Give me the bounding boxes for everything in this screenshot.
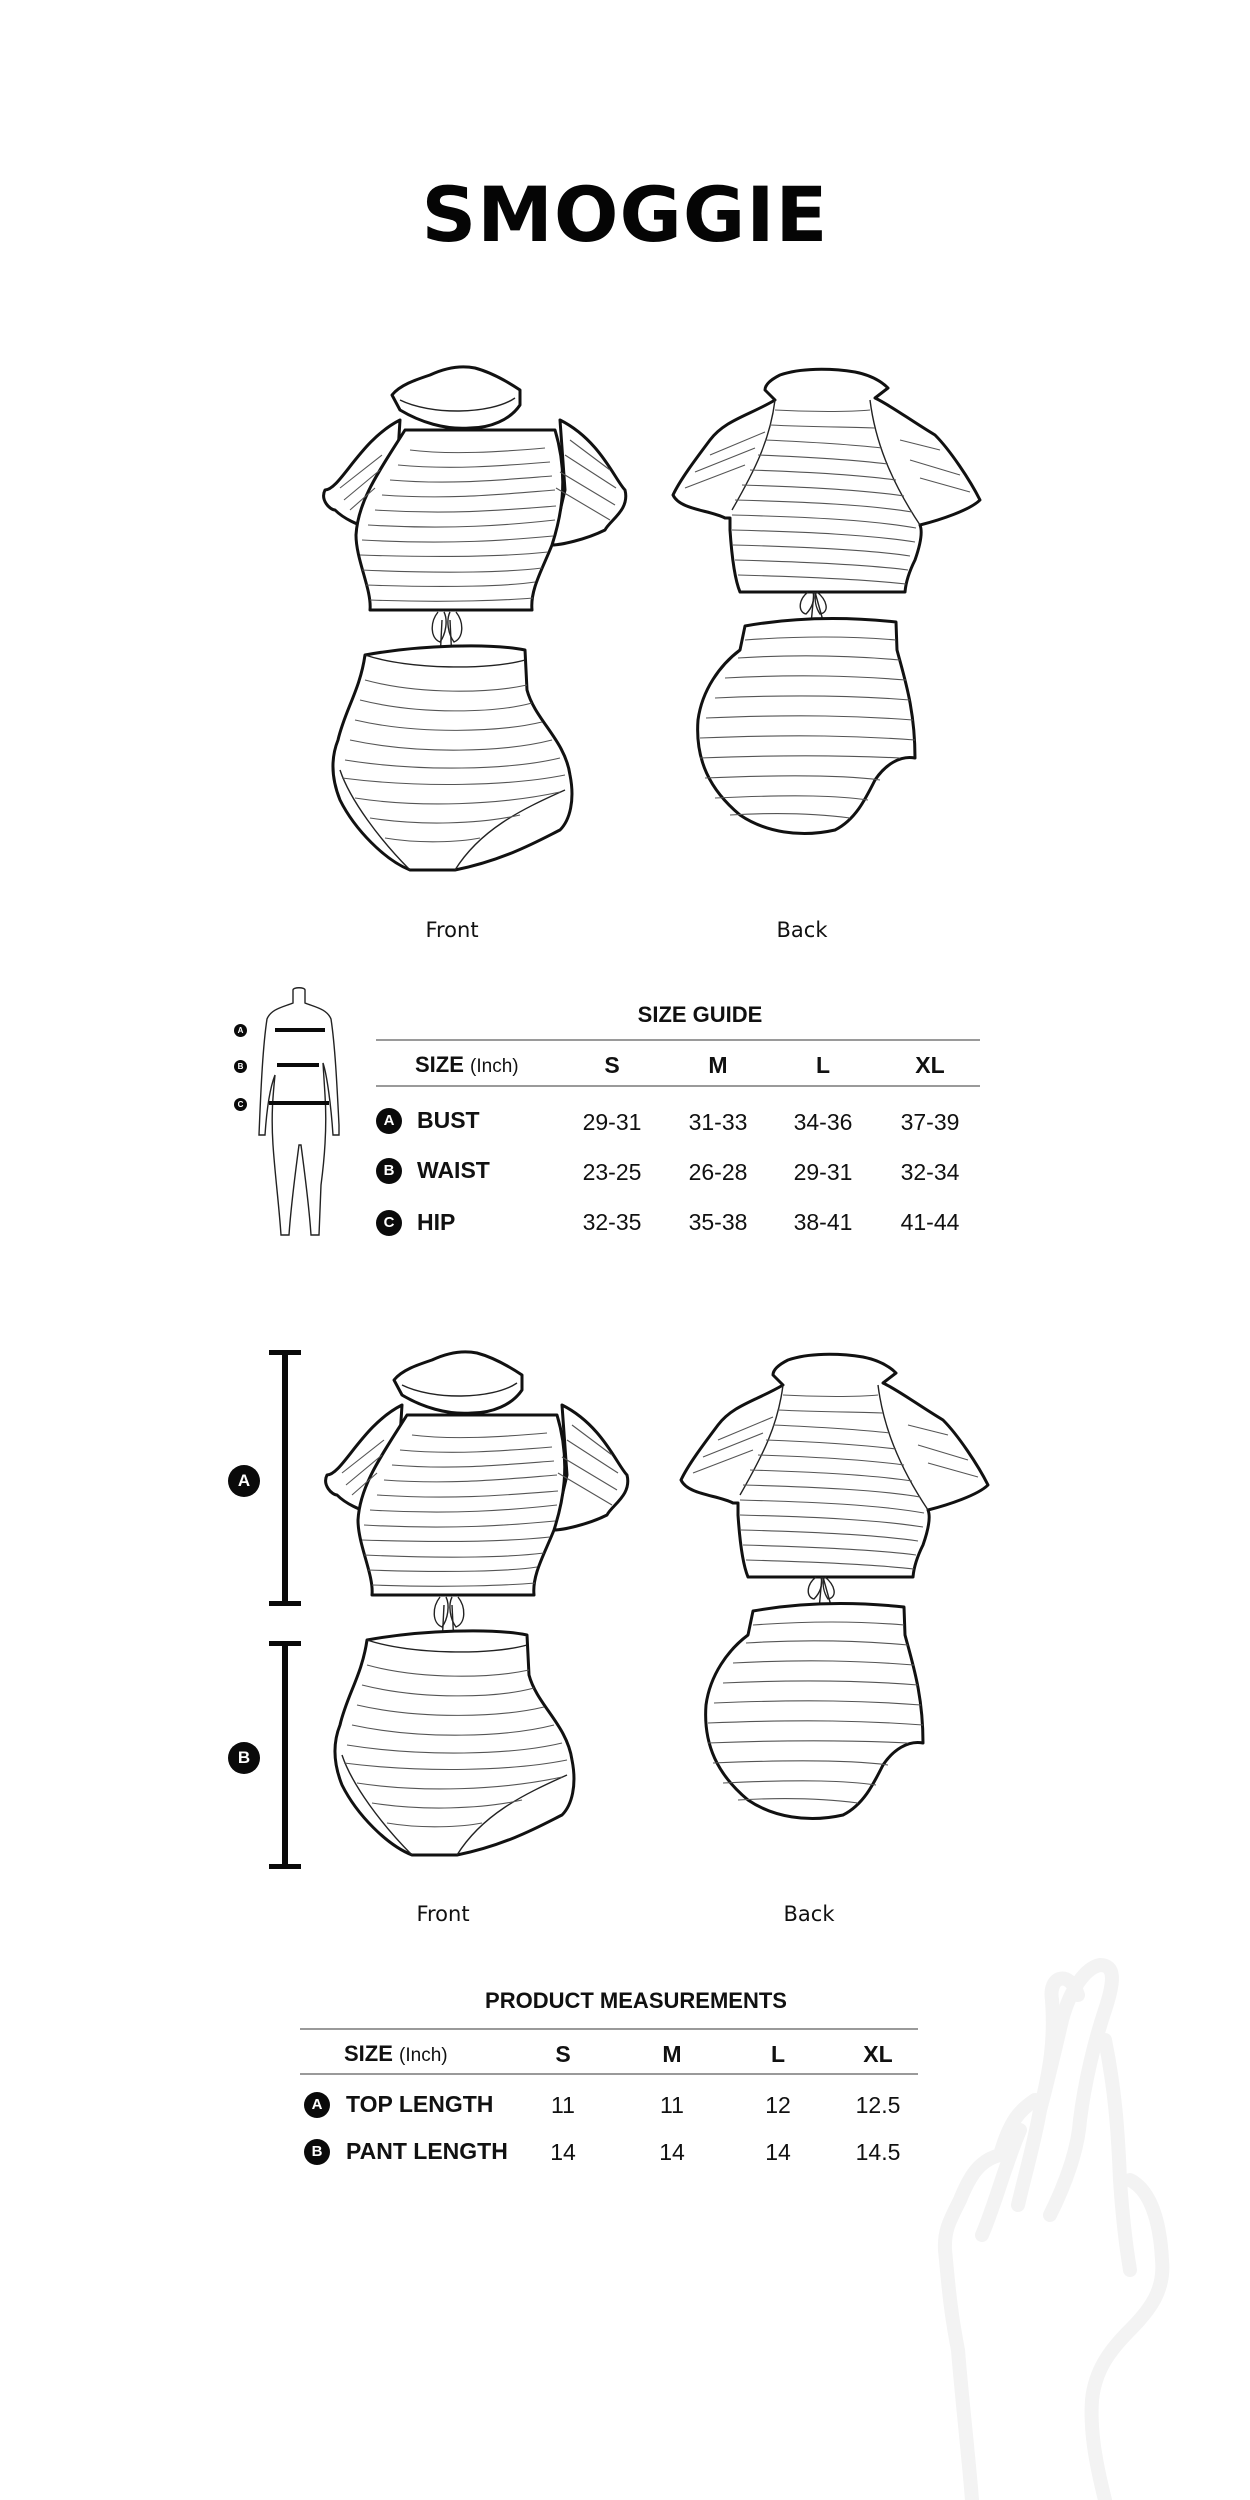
top-length-xl: 12.5: [855, 2092, 901, 2118]
size-guide-size-header: SIZE (Inch): [415, 1052, 519, 1077]
top-length-row-badge: A: [304, 2092, 330, 2118]
back-caption-bottom: Back: [783, 1902, 835, 1926]
body-figure-badge-b: B: [234, 1060, 247, 1073]
pant-length-row-badge: B: [304, 2139, 330, 2165]
pant-length-s: 14: [550, 2139, 576, 2165]
back-caption-top: Back: [776, 918, 828, 942]
size-guide-top-rule: [376, 1039, 980, 1041]
waist-s: 23-25: [582, 1159, 642, 1185]
top-length-m: 11: [660, 2092, 684, 2118]
pant-length-ruler-cap-top-2: [269, 1601, 301, 1606]
pant-length-ruler-cap-bottom: [269, 1864, 301, 1869]
bust-xl: 37-39: [900, 1109, 960, 1135]
size-guide-title: SIZE GUIDE: [637, 1002, 763, 1027]
size-guide-col-xl: XL: [915, 1052, 945, 1078]
waist-badge: B: [376, 1158, 402, 1184]
hip-label: HIP: [417, 1209, 456, 1235]
product-measurements-top-rule: [300, 2028, 918, 2030]
crossed-fingers-watermark-icon: [920, 1950, 1250, 2500]
top-length-s: 11: [551, 2092, 575, 2118]
product-measurements-col-s: S: [555, 2041, 571, 2067]
pant-length-badge: B: [228, 1742, 260, 1774]
pant-length-ruler: [282, 1641, 288, 1869]
top-length-label: TOP LENGTH: [346, 2091, 494, 2117]
bust-label: BUST: [417, 1107, 480, 1133]
top-length-l: 12: [765, 2092, 791, 2118]
front-garment-illustration: [320, 360, 640, 900]
front-garment-illustration-2: [322, 1345, 642, 1885]
bust-l: 34-36: [793, 1109, 853, 1135]
hip-m: 35-38: [688, 1209, 748, 1235]
body-figure-badge-a: A: [234, 1024, 247, 1037]
bust-badge: A: [376, 1108, 402, 1134]
waist-xl: 32-34: [900, 1159, 960, 1185]
pant-length-l: 14: [765, 2139, 791, 2165]
pant-length-ruler-cap-mid: [269, 1641, 301, 1646]
waist-label: WAIST: [417, 1157, 490, 1183]
product-measurements-header-rule: [300, 2073, 918, 2075]
size-guide-col-m: M: [708, 1052, 728, 1078]
bust-m: 31-33: [688, 1109, 748, 1135]
pant-length-xl: 14.5: [855, 2139, 901, 2165]
hip-s: 32-35: [582, 1209, 642, 1235]
size-guide-col-l: L: [815, 1052, 831, 1078]
hip-xl: 41-44: [900, 1209, 960, 1235]
bust-s: 29-31: [582, 1109, 642, 1135]
product-measurements-col-l: L: [770, 2041, 786, 2067]
size-guide-header-rule: [376, 1085, 980, 1087]
hip-l: 38-41: [793, 1209, 853, 1235]
back-garment-illustration-2: [678, 1345, 1008, 1885]
pant-length-m: 14: [659, 2139, 685, 2165]
front-caption-top: Front: [425, 918, 479, 942]
product-measurements-col-xl: XL: [863, 2041, 893, 2067]
product-measurements-size-header: SIZE (Inch): [344, 2041, 448, 2066]
page-title: SMOGGIE: [421, 170, 829, 259]
product-measurements-title: PRODUCT MEASUREMENTS: [485, 1988, 787, 2013]
top-length-badge: A: [228, 1465, 260, 1497]
back-garment-illustration: [670, 360, 1000, 900]
waist-m: 26-28: [688, 1159, 748, 1185]
hip-badge: C: [376, 1210, 402, 1236]
body-measurement-figure: [255, 985, 345, 1240]
body-figure-badge-c: C: [234, 1098, 247, 1111]
product-measurements-col-m: M: [662, 2041, 682, 2067]
size-guide-col-s: S: [604, 1052, 620, 1078]
top-length-ruler: [282, 1350, 288, 1606]
waist-l: 29-31: [793, 1159, 853, 1185]
pant-length-label: PANT LENGTH: [346, 2138, 508, 2164]
front-caption-bottom: Front: [416, 1902, 470, 1926]
